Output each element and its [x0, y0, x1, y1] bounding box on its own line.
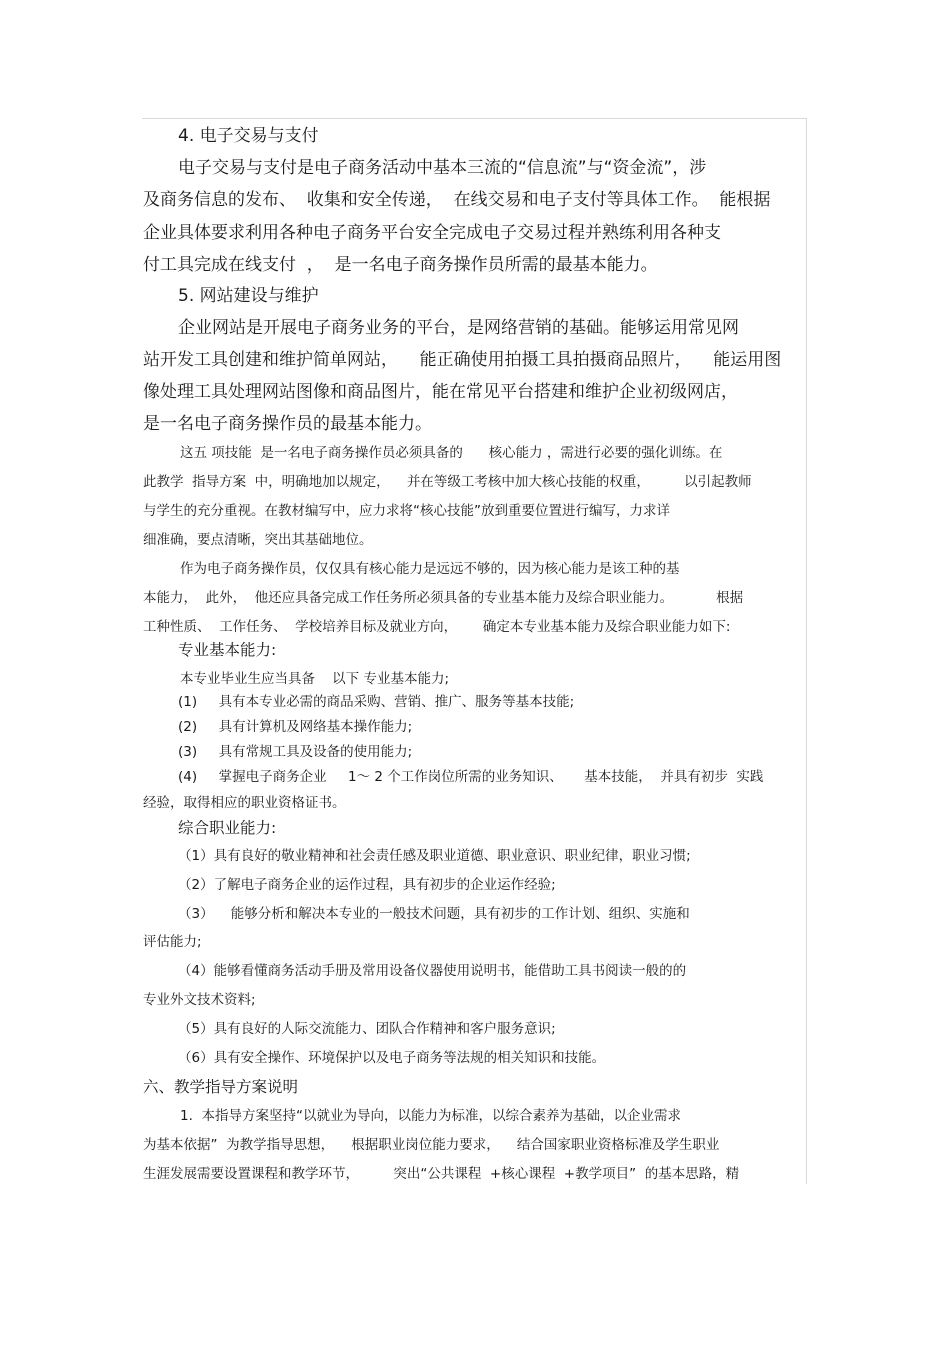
paragraph-line: 为基本依据” 为教学指导思想， 根据职业岗位能力要求， 结合国家职业资格标准及学生职业: [143, 1137, 720, 1153]
list-item: （2）了解电子商务企业的运作过程，具有初步的企业运作经验;: [178, 877, 556, 893]
paragraph-line: 电子交易与支付是电子商务活动中基本三流的“信息流”与“资金流”，涉: [178, 158, 707, 178]
list-item: （3） 能够分析和解决本专业的一般技术问题，具有初步的工作计划、组织、实施和: [178, 906, 690, 922]
list-item: （6）具有安全操作、环境保护以及电子商务等法规的相关知识和技能。: [178, 1050, 606, 1066]
heading-website-building: 5. 网站建设与维护: [178, 286, 319, 306]
paragraph-line: 此教学 指导方案 中，明确地加以规定， 并在等级工考核中加大核心技能的权重， 以引起教师: [143, 474, 752, 490]
paragraph-line: 企业具体要求利用各种电子商务平台安全完成电子交易过程并熟练利用各种支: [143, 223, 721, 243]
list-item-continuation: 评估能力;: [143, 934, 202, 950]
paragraph-line: 企业网站是开展电子商务业务的平台，是网络营销的基础。能够运用常见网: [178, 318, 739, 338]
paragraph-line: 细准确，要点清晰，突出其基础地位。: [143, 532, 373, 548]
list-item-continuation: 专业外文技术资料;: [143, 992, 256, 1008]
list-item: (2) 具有计算机及网络基本操作能力;: [178, 719, 413, 735]
heading-electronic-trade: 4. 电子交易与支付: [178, 126, 319, 146]
list-item: (4) 掌握电子商务企业 1～ 2 个工作岗位所需的业务知识、 基本技能， 并具有初步 实践: [178, 769, 764, 785]
paragraph-line: 生涯发展需要设置课程和教学环节， 突出“公共课程 +核心课程 +教学项目” 的基本思路，精: [143, 1166, 740, 1182]
paragraph-line: 1. 本指导方案坚持“以就业为导向，以能力为标准，以综合素养为基础，以企业需求: [180, 1108, 681, 1124]
heading-comprehensive-ability: 综合职业能力:: [178, 819, 277, 837]
paragraph-line: 工种性质、 工作任务、 学校培养目标及就业方向， 确定本专业基本能力及综合职业能力如下:: [143, 619, 731, 635]
paragraph-line: 像处理工具处理网站图像和商品图片，能在常见平台搭建和维护企业初级网店，: [143, 382, 738, 402]
paragraph-line: 是一名电子商务操作员的最基本能力。: [143, 414, 432, 434]
paragraph-line: 本能力， 此外， 他还应具备完成工作任务所必须具备的专业基本能力及综合职业能力。 根据: [143, 590, 744, 606]
paragraph-line: 站开发工具创建和维护简单网站， 能正确使用拍摄工具拍摄商品照片， 能运用图: [143, 350, 782, 370]
paragraph-line: 及商务信息的发布、 收集和安全传递， 在线交易和电子支付等具体工作。 能根据: [143, 190, 771, 210]
list-item: （5）具有良好的人际交流能力、团队合作精神和客户服务意识;: [178, 1021, 556, 1037]
heading-professional-basic-ability: 专业基本能力:: [178, 641, 277, 659]
list-item: （1）具有良好的敬业精神和社会责任感及职业道德、职业意识、职业纪律，职业习惯;: [178, 848, 691, 864]
list-item-continuation: 经验，取得相应的职业资格证书。: [143, 795, 346, 811]
paragraph-line: 作为电子商务操作员，仅仅具有核心能力是远远不够的，因为核心能力是该工种的基: [180, 561, 680, 577]
paragraph-line: 这五 项技能 是一名电子商务操作员必须具备的 核心能力 ，需进行必要的强化训练。在: [180, 445, 723, 461]
heading-section-six: 六、教学指导方案说明: [143, 1078, 299, 1096]
list-item: (1) 具有本专业必需的商品采购、营销、推广、服务等基本技能;: [178, 694, 575, 710]
list-item: （4）能够看懂商务活动手册及常用设备仪器使用说明书，能借助工具书阅读一般的的: [178, 963, 687, 979]
paragraph-line: 与学生的充分重视。在教材编写中，应力求将“核心技能”放到重要位置进行编写，力求详: [143, 503, 670, 519]
paragraph-line: 本专业毕业生应当具备 以下 专业基本能力;: [180, 671, 450, 687]
paragraph-line: 付工具完成在线支付 ， 是一名电子商务操作员所需的最基本能力。: [143, 255, 658, 275]
list-item: (3) 具有常规工具及设备的使用能力;: [178, 744, 413, 760]
